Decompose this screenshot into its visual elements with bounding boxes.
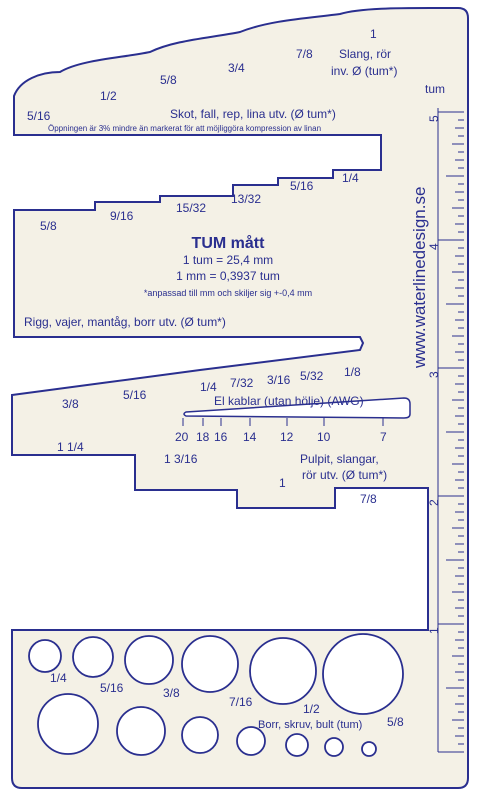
awg-20: 20 xyxy=(175,430,189,444)
hole-6 xyxy=(323,634,403,714)
awg-14: 14 xyxy=(243,430,257,444)
skot-size-9-16: 9/16 xyxy=(110,209,134,223)
rigg-size-5-16: 5/16 xyxy=(123,388,147,402)
hole-7 xyxy=(38,694,98,754)
rigg-size-1-8: 1/8 xyxy=(344,365,361,379)
awg-16: 16 xyxy=(214,430,228,444)
ruler-unit: tum xyxy=(425,82,446,96)
awg-10: 10 xyxy=(317,430,331,444)
borr-size-7-16: 7/16 xyxy=(229,695,253,709)
hole-3 xyxy=(125,636,173,684)
hole-11 xyxy=(286,734,308,756)
borr-size-5-16: 5/16 xyxy=(100,681,124,695)
slang-size-1-2: 1/2 xyxy=(100,89,117,103)
pulpit-size-1-3-16: 1 3/16 xyxy=(164,452,198,466)
borr-size-5-8: 5/8 xyxy=(387,715,404,729)
info-footnote: *anpassad till mm och skiljer sig +-0,4 mm xyxy=(143,288,313,298)
ruler-number-2: 2 xyxy=(427,499,441,506)
info-line2: 1 mm = 0,3937 tum xyxy=(176,269,280,283)
ruler-number-3: 3 xyxy=(427,371,441,378)
slang-size-1: 1 xyxy=(370,27,377,41)
borr-size-1-4: 1/4 xyxy=(50,671,67,685)
skot-size-1-4: 1/4 xyxy=(342,171,359,185)
rigg-title: Rigg, vajer, mantåg, borr utv. (Ø tum*) xyxy=(24,315,226,329)
skot-note: Öppningen är 3% mindre än markerat för att möjliggöra kompression av linan xyxy=(48,124,322,133)
awg-12: 12 xyxy=(280,430,294,444)
hole-1 xyxy=(29,640,61,672)
skot-size-5-16: 5/16 xyxy=(290,179,314,193)
borr-title: Borr, skruv, bult (tum) xyxy=(258,719,363,731)
hole-4 xyxy=(182,636,238,692)
skot-title: Skot, fall, rep, lina utv. (Ø tum*) xyxy=(170,107,336,121)
borr-size-3-8: 3/8 xyxy=(163,686,180,700)
awg-18: 18 xyxy=(196,430,210,444)
slang-title-line2: inv. Ø (tum*) xyxy=(331,64,398,78)
borr-size-1-2: 1/2 xyxy=(303,702,320,716)
slang-size-5-16: 5/16 xyxy=(27,109,51,123)
slang-title-line1: Slang, rör xyxy=(339,47,392,61)
ruler-number-4: 4 xyxy=(427,243,441,250)
hole-5 xyxy=(250,638,316,704)
rigg-size-3-8: 3/8 xyxy=(62,397,79,411)
website-url: www.waterlinedesign.se xyxy=(410,186,429,368)
hole-10 xyxy=(237,727,265,755)
ruler-number-5: 5 xyxy=(427,115,441,122)
rigg-size-3-16: 3/16 xyxy=(267,373,291,387)
pulpit-size-7-8: 7/8 xyxy=(360,492,377,506)
awg-7: 7 xyxy=(380,430,387,444)
hole-9 xyxy=(182,717,218,753)
slang-size-3-4: 3/4 xyxy=(228,61,245,75)
elkablar-title: El kablar (utan hölje) (AWG) xyxy=(214,394,364,408)
pulpit-size-1: 1 xyxy=(279,476,286,490)
hole-8 xyxy=(117,707,165,755)
hole-13 xyxy=(362,742,376,756)
skot-size-15-32: 15/32 xyxy=(176,201,207,215)
skot-size-13-32: 13/32 xyxy=(231,192,262,206)
info-heading: TUM mått xyxy=(191,235,265,252)
slang-size-5-8: 5/8 xyxy=(160,73,177,87)
hole-12 xyxy=(325,738,343,756)
skot-size-5-8: 5/8 xyxy=(40,219,57,233)
pulpit-title-line2: rör utv. (Ø tum*) xyxy=(302,468,388,482)
ruler-number-1: 1 xyxy=(427,627,441,634)
rigg-size-1-4: 1/4 xyxy=(200,380,217,394)
info-line1: 1 tum = 25,4 mm xyxy=(182,253,274,267)
rigg-size-7-32: 7/32 xyxy=(230,376,254,390)
slang-size-7-8: 7/8 xyxy=(296,47,313,61)
pulpit-size-1-1-4: 1 1/4 xyxy=(57,440,84,454)
pulpit-title-line1: Pulpit, slangar, xyxy=(300,452,379,466)
hole-2 xyxy=(73,637,113,677)
rigg-size-5-32: 5/32 xyxy=(300,369,324,383)
